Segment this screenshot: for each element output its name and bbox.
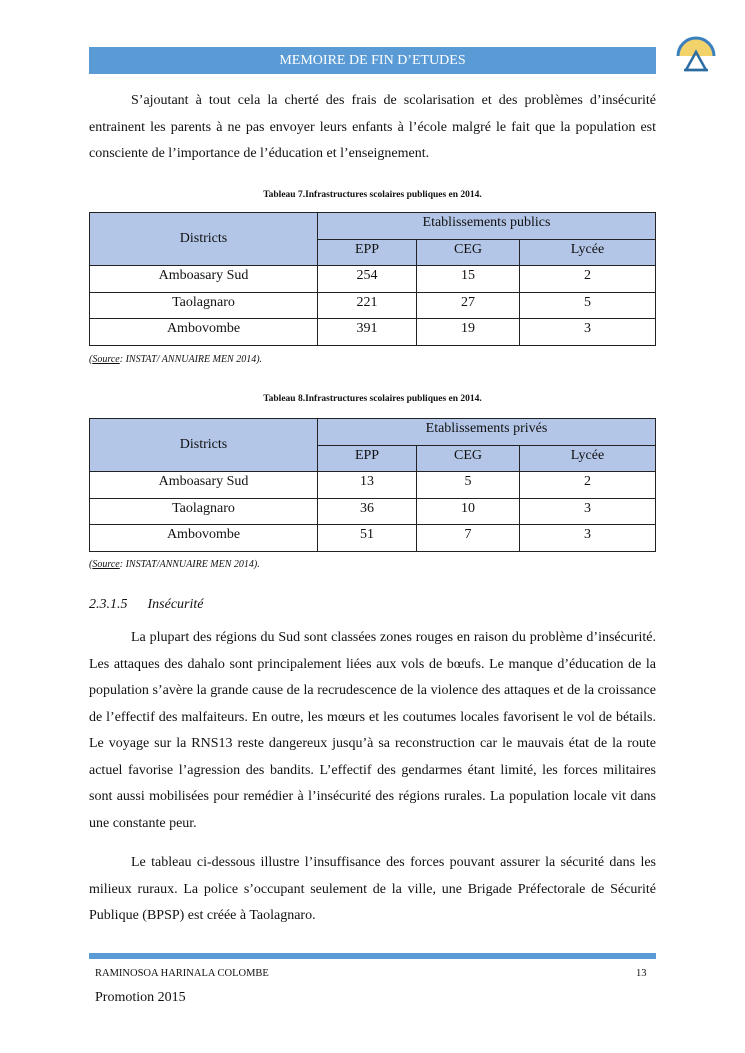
table-row (90, 525, 656, 552)
paragraph-tableau (89, 850, 656, 930)
cell: 2 (520, 472, 656, 499)
paragraph-text: S’ajoutant à tout cela la cherté des frais de scolarisation et des problèmes d’insécurité entrainent les parents à ne pas envoyer leurs enfants à l’école malgré le fait que la population est consciente de l’importance de l’éducation et l’enseignement. (89, 93, 656, 161)
cell: 3 (520, 525, 656, 552)
cell: 254 (318, 266, 417, 293)
table-row (90, 498, 656, 525)
cell: Ambovombe (90, 525, 318, 552)
header-col: Lycée (520, 239, 656, 266)
header-group: Etablissements publics (318, 213, 656, 240)
cell: 10 (417, 498, 520, 525)
table8-caption: Tableau 8.Infrastructures scolaires publiques en 2014. (263, 394, 482, 404)
source-label: Source (92, 559, 120, 570)
header-districts: Districts (90, 419, 318, 472)
section-heading (89, 597, 203, 613)
section-number: 2.3.1.5 (89, 597, 128, 612)
cell: 27 (417, 292, 520, 319)
table-row (90, 319, 656, 346)
header-col: EPP (318, 445, 417, 472)
table-row (90, 266, 656, 293)
footer-author: RAMINOSOA HARINALA COLOMBE (95, 968, 269, 979)
cell: 51 (318, 525, 417, 552)
paragraph-text: Le tableau ci-dessous illustre l’insuffisance des forces pouvant assurer la sécurité dans les milieux ruraux. La police s’occupant seulement de la ville, une Brigade Préfectorale de Sécurité Publique (BPSP) est créée à Taolagnaro. (89, 855, 656, 923)
cell: 3 (520, 319, 656, 346)
header-col: CEG (417, 239, 520, 266)
table7-caption: Tableau 7.Infrastructures scolaires publiques en 2014. (263, 190, 482, 200)
header-col: EPP (318, 239, 417, 266)
source-text: : INSTAT/ANNUAIRE MEN 2014). (119, 559, 260, 570)
paragraph-insecurite (89, 625, 656, 837)
cell: 5 (417, 472, 520, 499)
cell: 5 (520, 292, 656, 319)
cell: Taolagnaro (90, 292, 318, 319)
header-districts: Districts (90, 213, 318, 266)
paragraph-text: La plupart des régions du Sud sont classées zones rouges en raison du problème d’insécurité. Les attaques des dahalo sont principalement liées aux vols de bœufs. Le manque d’éducation de la population s’avère la grande cause de la recrudescence de la violence des attaques et de la croissance de l’effectif des malfaiteurs. En outre, les mœurs et les coutumes locales favorisent le vol de bétails. Le voyage sur la RNS13 reste dangereux jusqu’à sa reconstruction car le mauvais état de la route actuel favorise l’agression des bandits. L’effectif des gendarmes étant limité, les forces militaires sont aussi mobilisées pour remédier à l’insécurité des régions rurales. La population locale vit dans une constante peur. (89, 630, 656, 831)
table7 (89, 212, 656, 346)
cell: 7 (417, 525, 520, 552)
table8-source: (Source: INSTAT/ANNUAIRE MEN 2014). (89, 559, 260, 570)
cell: Amboasary Sud (90, 472, 318, 499)
cell: 3 (520, 498, 656, 525)
cell: 391 (318, 319, 417, 346)
cell: 36 (318, 498, 417, 525)
cell: Amboasary Sud (90, 266, 318, 293)
section-title: Insécurité (147, 597, 204, 612)
cell: 19 (417, 319, 520, 346)
cell: 2 (520, 266, 656, 293)
cell: 13 (318, 472, 417, 499)
table-row (90, 292, 656, 319)
footer-promotion: Promotion 2015 (95, 990, 186, 1005)
university-logo-icon (674, 34, 718, 74)
header-col: CEG (417, 445, 520, 472)
table8 (89, 418, 656, 552)
header-col: Lycée (520, 445, 656, 472)
page-number: 13 (636, 968, 647, 979)
source-label: Source (92, 354, 120, 365)
cell: Ambovombe (90, 319, 318, 346)
paragraph-intro (89, 88, 656, 168)
footer-divider (89, 953, 656, 959)
cell: Taolagnaro (90, 498, 318, 525)
cell: 15 (417, 266, 520, 293)
cell: 221 (318, 292, 417, 319)
table-row (90, 472, 656, 499)
source-text: : INSTAT/ ANNUAIRE MEN 2014). (119, 354, 263, 365)
header-banner: MEMOIRE DE FIN D’ETUDES (89, 47, 656, 74)
table7-source: (Source: INSTAT/ ANNUAIRE MEN 2014). (89, 354, 263, 365)
header-group: Etablissements privés (318, 419, 656, 446)
